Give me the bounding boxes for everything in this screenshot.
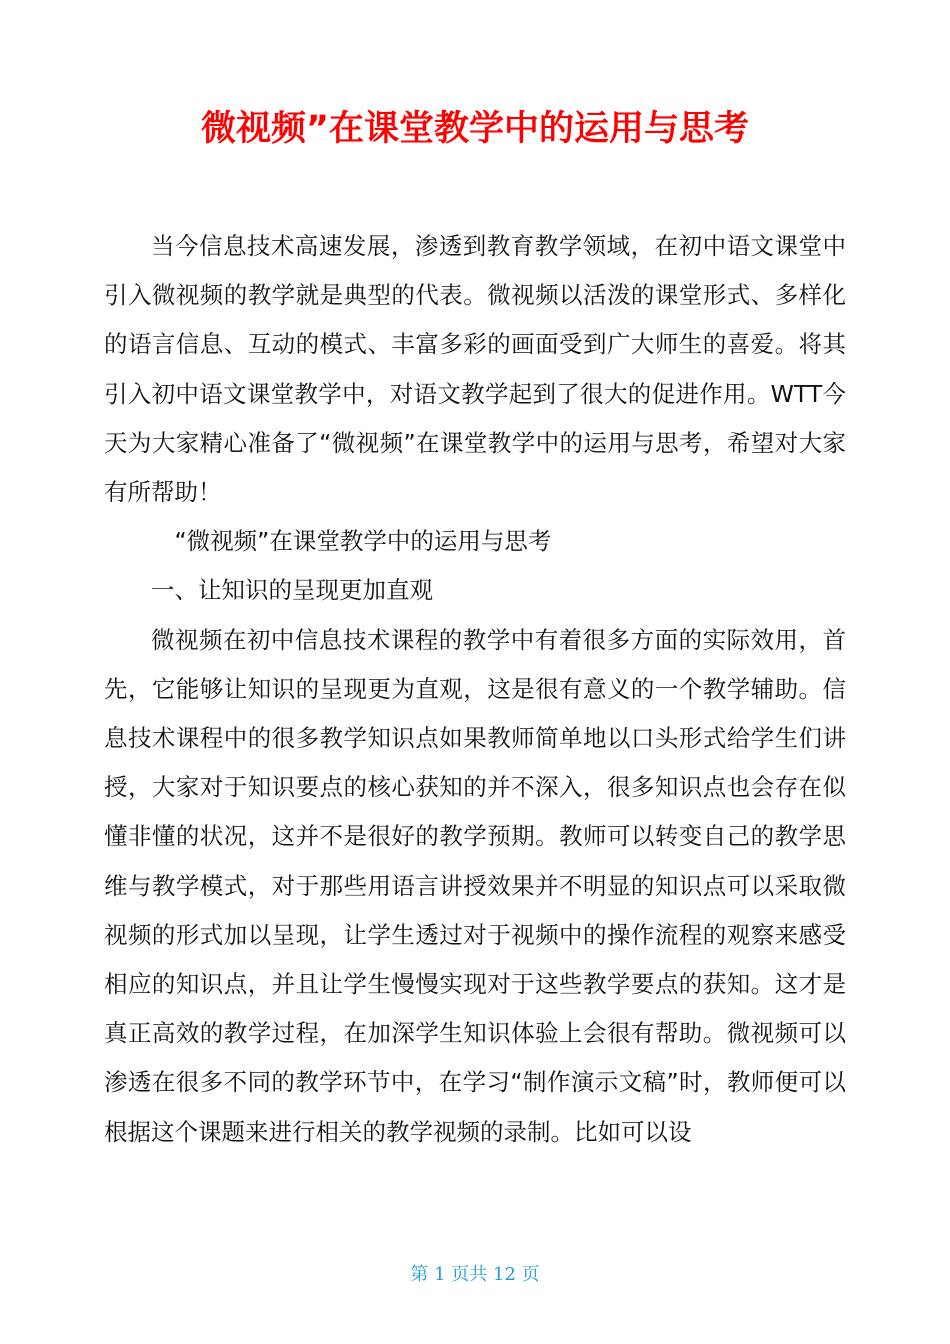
document-body <box>104 222 846 1157</box>
article-subtitle: “微视频”在课堂教学中的运用与思考 <box>174 527 552 556</box>
intro-paragraph: 当今信息技术高速发展，渗透到教育教学领域，在初中语文课堂中引入微视频的教学就是典型的代表。微视频以活泼的课堂形式、多样化的语言信息、互动的模式、丰富多彩的画面受到广大师生的喜爱。将其引入初中语文课堂教学中，对语文教学起到了很大的促进作用。WTT今天为大家精心准备了“微视频”在课堂教学中的运用与思考，希望对大家有所帮助！ <box>104 232 846 507</box>
page-number-footer: 第 1 页共 12 页 <box>410 1264 540 1285</box>
section-heading: 一、让知识的呈现更加直观 <box>151 576 433 605</box>
section-paragraph: 微视频在初中信息技术课程的教学中有着很多方面的实际效用，首先，它能够让知识的呈现更为直观，这是很有意义的一个教学辅助。信息技术课程中的很多教学知识点如果教师简单地以口头形式给学生们讲授，大家对于知识要点的核心获知的并不深入，很多知识点也会存在似懂非懂的状况，这并不是很好的教学预期。教师可以转变自己的教学思维与教学模式，对于那些用语言讲授效果并不明显的知识点可以采取微视频的形式加以呈现，让学生透过对于视频中的操作流程的观察来感受相应的知识点，并且让学生慢慢实现对于这些教学要点的获知。这才是真正高效的教学过程，在加深学生知识体验上会很有帮助。微视频可以渗透在很多不同的教学环节中，在学习“制作演示文稿”时，教师便可以根据这个课题来进行相关的教学视频的录制。比如可以设 <box>104 625 846 1146</box>
document-title: 微视频”在课堂教学中的运用与思考 <box>200 109 749 149</box>
